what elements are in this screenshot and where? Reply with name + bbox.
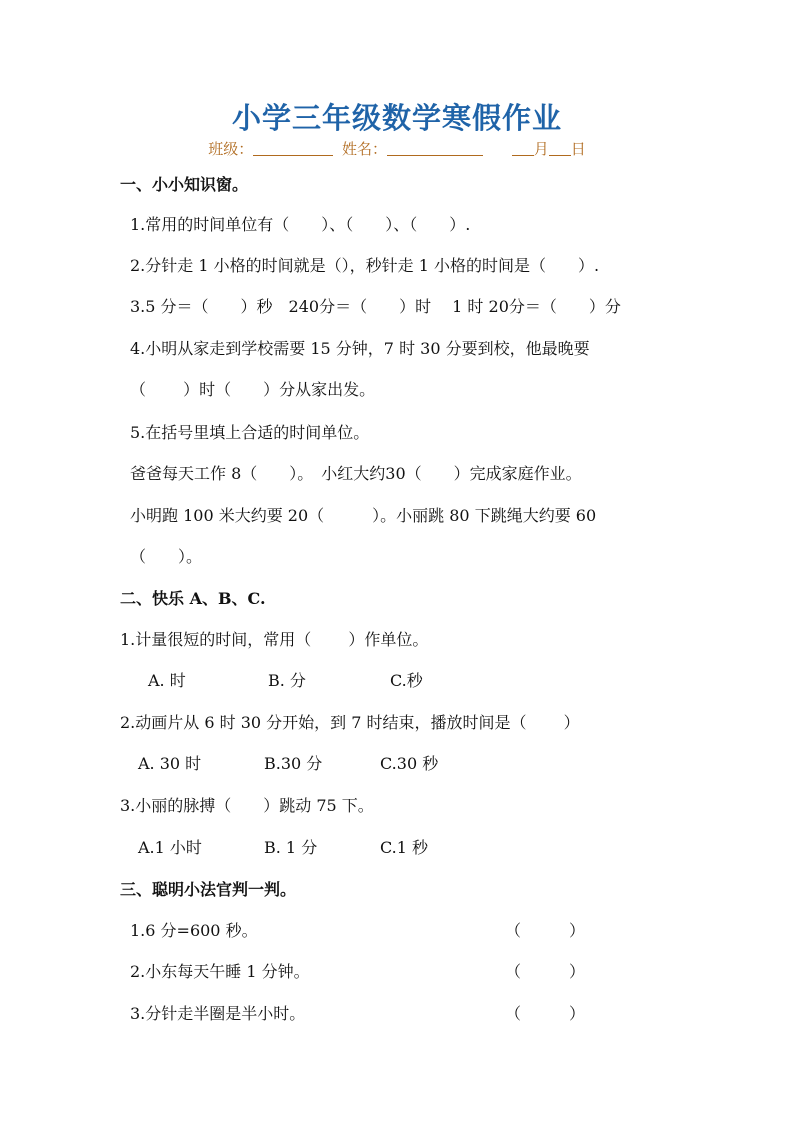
s3-q1-answer-paren: （ ）: [505, 921, 586, 940]
s3-question-1: 1.6 分=600 秒。: [130, 921, 258, 940]
s1-question-5: 5.在括号里填上合适的时间单位。: [130, 423, 370, 442]
s1-question-2: 2.分针走 1 小格的时间就是（），秒针走 1 小格的时间是（ ）.: [130, 256, 600, 275]
s3-question-3: 3.分针走半圈是半小时。: [130, 1004, 306, 1023]
s2-question-2: 2.动画片从 6 时 30 分开始，到 7 时结束，播放时间是（ ）: [120, 713, 580, 732]
class-blank: [253, 141, 333, 156]
name-label: 姓名：: [341, 140, 387, 158]
class-label: 班级：: [208, 140, 254, 158]
month-label: 月: [533, 140, 549, 158]
section-2-heading: 二、快乐 A、B、C.: [120, 589, 266, 608]
s2-question-1: 1.计量很短的时间，常用（ ）作单位。: [120, 630, 429, 649]
student-info-line: [0, 138, 794, 159]
s3-q2-answer-paren: （ ）: [505, 962, 586, 981]
s2-q2-option-a: A. 30 时: [138, 754, 202, 773]
s2-q2-option-b: B.30 分: [264, 754, 323, 773]
s1-question-4b: （ ）时（ ）分从家出发。: [130, 380, 376, 399]
s2-q1-option-a: A. 时: [148, 671, 186, 690]
s2-q1-option-c: C.秒: [390, 671, 423, 690]
day-blank: [549, 141, 571, 156]
s2-q3-option-b: B. 1 分: [264, 838, 318, 857]
s1-question-5a: 爸爸每天工作 8（ ）。 小红大约30（ ）完成家庭作业。: [130, 464, 582, 483]
section-3-heading: 三、聪明小法官判一判。: [120, 880, 297, 899]
s1-question-4a: 4.小明从家走到学校需要 15 分钟，7 时 30 分要到校，他最晚要: [130, 339, 590, 358]
name-blank: [387, 141, 483, 156]
month-blank: [512, 141, 534, 156]
s3-question-2: 2.小东每天午睡 1 分钟。: [130, 962, 310, 981]
s2-q2-option-c: C.30 秒: [380, 754, 439, 773]
section-1-heading: 一、小小知识窗。: [120, 175, 249, 194]
day-label: 日: [570, 140, 586, 158]
s1-question-1: 1.常用的时间单位有（ ）、（ ）、（ ）.: [130, 215, 471, 234]
s2-question-3: 3.小丽的脉搏（ ）跳动 75 下。: [120, 796, 374, 815]
s2-q3-option-c: C.1 秒: [380, 838, 429, 857]
s3-q3-answer-paren: （ ）: [505, 1004, 586, 1023]
s2-q1-option-b: B. 分: [268, 671, 306, 690]
s1-question-5c: （ ）。: [130, 547, 203, 566]
page-title: 小学三年级数学寒假作业: [231, 101, 562, 135]
s2-q3-option-a: A.1 小时: [138, 838, 202, 857]
s1-question-3: 3.5 分＝（ ）秒 240分＝（ ）时 1 时 20分＝（ ）分: [130, 297, 621, 316]
s1-question-5b: 小明跑 100 米大约要 20（ ）。小丽跳 80 下跳绳大约要 60: [130, 506, 597, 525]
